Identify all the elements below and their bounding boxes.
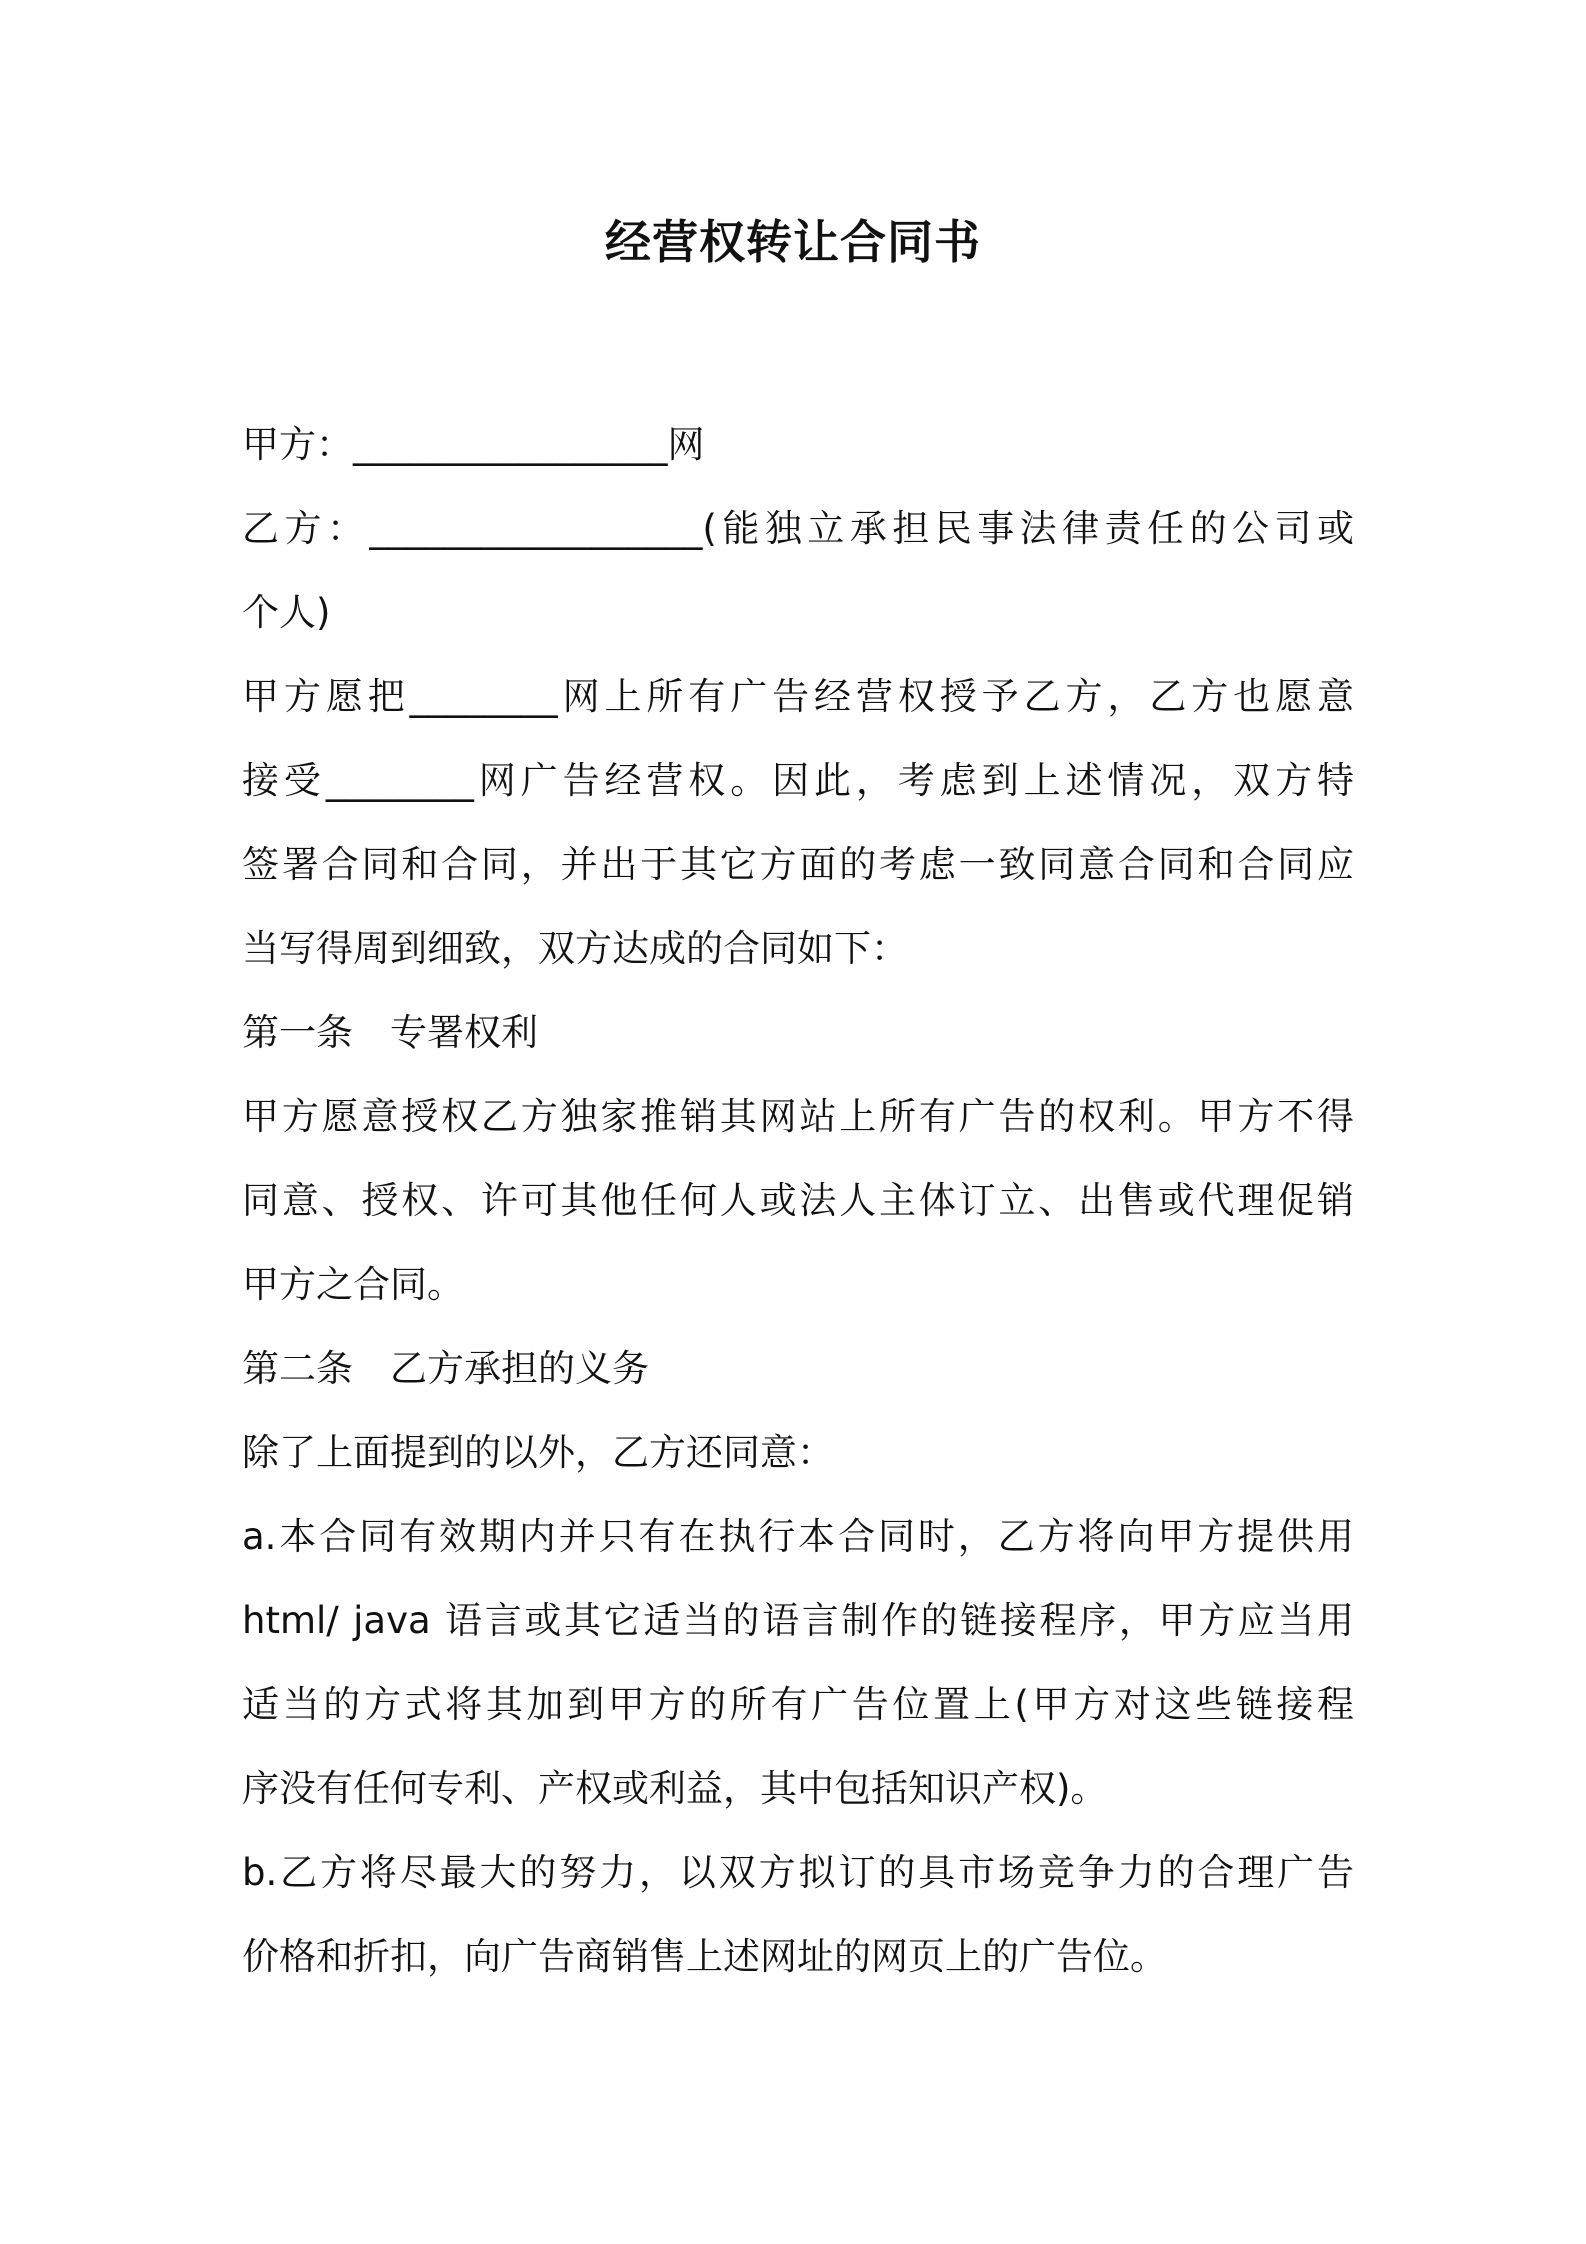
clause-a-line-3: 适当的方式将其加到甲方的所有广告位置上(甲方对这些链接程 <box>242 1683 1354 1726</box>
preamble-line-2: 接受________网广告经营权。因此，考虑到上述情况，双方特 <box>242 759 1354 802</box>
party-a-line: 甲方：_________________网 <box>242 423 705 466</box>
article-1-line-3: 甲方之合同。 <box>242 1263 464 1306</box>
document-title: 经营权转让合同书 <box>605 215 981 269</box>
preamble-line-1: 甲方愿把________网上所有广告经营权授予乙方，乙方也愿意 <box>242 675 1354 718</box>
party-b-line-continued: 个人) <box>242 591 331 634</box>
party-b-line: 乙方：__________________(能独立承担民事法律责任的公司或 <box>242 507 1354 550</box>
clause-b-line-2: 价格和折扣，向广告商销售上述网址的网页上的广告位。 <box>242 1935 1167 1978</box>
article-1-line-1: 甲方愿意授权乙方独家推销其网站上所有广告的权利。甲方不得 <box>242 1095 1354 1138</box>
clause-a-line-4: 序没有任何专利、产权或利益，其中包括知识产权)。 <box>242 1767 1108 1810</box>
article-1-line-2: 同意、授权、许可其他任何人或法人主体订立、出售或代理促销 <box>242 1179 1354 1222</box>
preamble-line-4: 当写得周到细致，双方达成的合同如下： <box>242 927 908 970</box>
article-2-intro: 除了上面提到的以外，乙方还同意： <box>242 1431 834 1474</box>
clause-a-line-1: a.本合同有效期内并只有在执行本合同时，乙方将向甲方提供用 <box>242 1515 1354 1558</box>
clause-b-line-1: b.乙方将尽最大的努力，以双方拟订的具市场竞争力的合理广告 <box>242 1851 1354 1894</box>
article-1-heading: 第一条 专署权利 <box>242 1011 538 1054</box>
preamble-line-3: 签署合同和合同，并出于其它方面的考虑一致同意合同和合同应 <box>242 843 1354 886</box>
document-body <box>242 403 1354 1999</box>
article-2-heading: 第二条 乙方承担的义务 <box>242 1347 649 1390</box>
clause-a-line-2: html/ java 语言或其它适当的语言制作的链接程序，甲方应当用 <box>242 1599 1354 1642</box>
